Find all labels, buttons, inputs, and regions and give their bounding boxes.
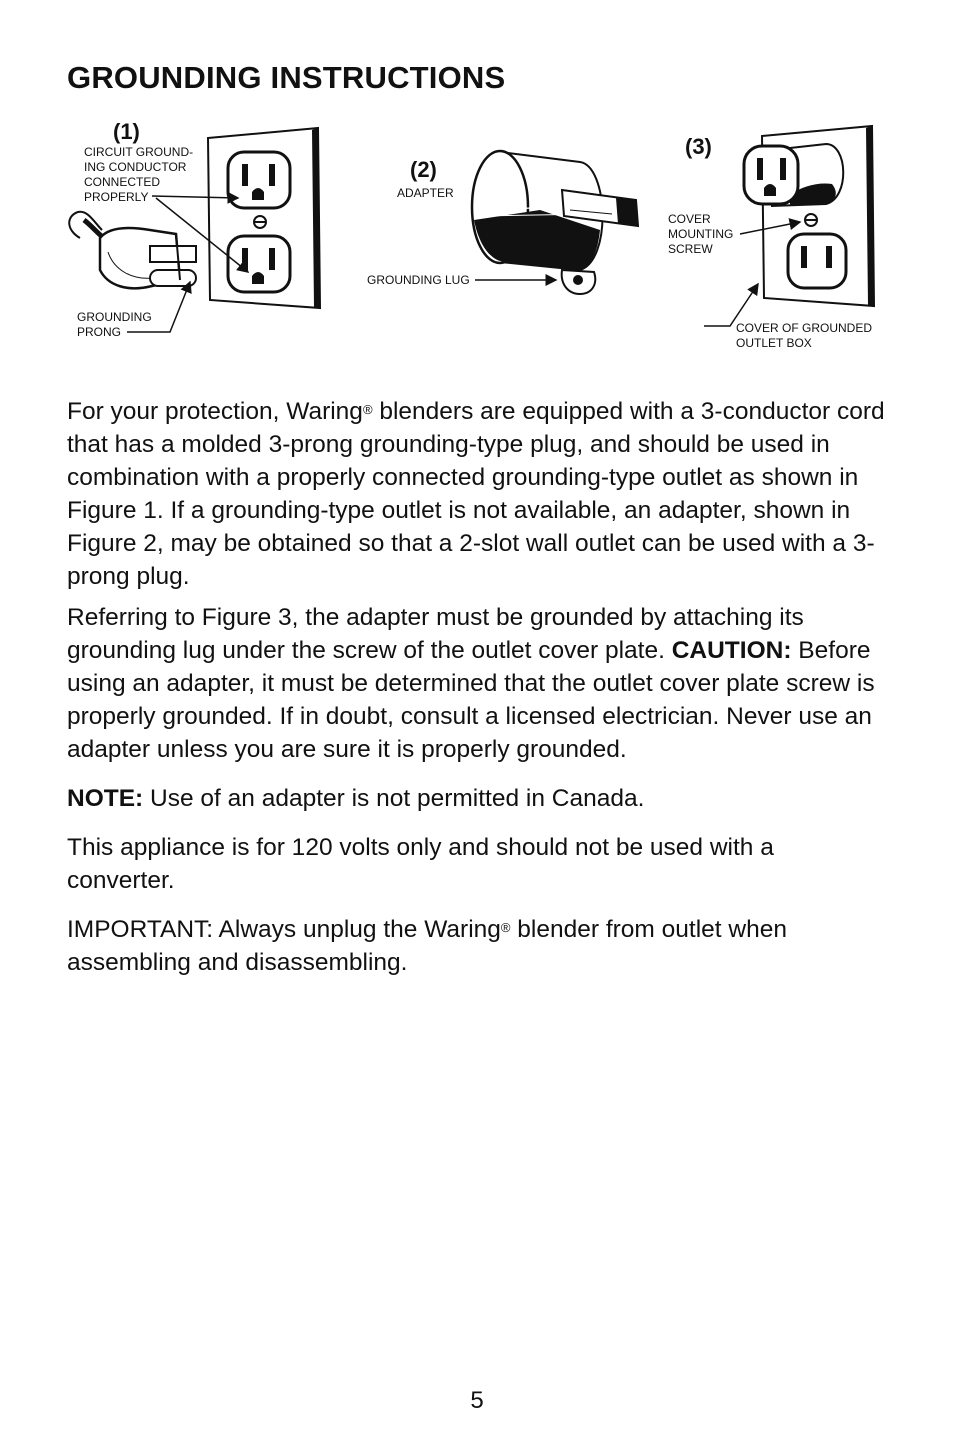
paragraph-protection: For your protection, Waring® blenders are equipped with a 3-conductor cord that has a molded 3-prong grounding-type plug, and should be used in combination with a properly connected grounding-type outlet as shown in Figure 1. If a grounding-type outlet is not available, an adapter, shown in Figure 2, may be obtained so that a 2-slot wall outlet can be used with a 3-prong plug.	[67, 398, 885, 590]
note-label: NOTE:	[67, 785, 144, 812]
figure-2	[367, 151, 638, 294]
paragraph-caution: Referring to Figure 3, the adapter must be grounded by attaching its grounding lug under the screw of the outlet cover plate. CAUTION: Before using an adapter, it must be determined that the outlet cover plate screw is properly grounded. If in doubt, consult a licensed electrician. Never use an adapter unless you are sure it is properly grounded.	[67, 604, 875, 763]
figure-2-number: (2)	[410, 157, 437, 182]
fig1-label-conductor-4: PROPERLY	[84, 190, 149, 204]
paragraph-note: NOTE: Use of an adapter is not permitted in Canada.	[67, 785, 645, 812]
figure-1-number: (1)	[113, 119, 140, 144]
grounding-figures	[0, 110, 954, 370]
fig1-label-conductor-2: ING CONDUCTOR	[84, 160, 187, 174]
fig3-label-screw-1: COVER	[668, 212, 711, 226]
figure-3-number: (3)	[685, 134, 712, 159]
paragraph-important: IMPORTANT: Always unplug the Waring® blender from outlet when assembling and disassembling.	[67, 916, 787, 976]
caution-label: CAUTION:	[671, 637, 792, 664]
fig2-label-lug: GROUNDING LUG	[367, 273, 470, 287]
figure-3	[668, 126, 874, 350]
fig3-label-screw-3: SCREW	[668, 242, 713, 256]
fig3-label-screw-2: MOUNTING	[668, 227, 734, 241]
grounding-diagram	[0, 110, 954, 370]
paragraph-voltage: This appliance is for 120 volts only and should not be used with a converter.	[67, 834, 774, 894]
page-number: 5	[470, 1387, 484, 1414]
registered-mark: ®	[500, 920, 511, 935]
figure-1	[69, 119, 320, 339]
fig3-wall-plate	[744, 126, 874, 306]
fig1-label-prong-1: GROUNDING	[77, 310, 152, 324]
page-title: GROUNDING INSTRUCTIONS	[67, 60, 506, 95]
instructions-body	[67, 395, 887, 987]
fig3-label-box-2: OUTLET BOX	[736, 336, 812, 350]
fig1-label-conductor-3: CONNECTED	[84, 175, 161, 189]
fig1-plug	[69, 212, 196, 289]
fig2-adapter	[472, 151, 638, 294]
registered-mark: ®	[362, 402, 373, 417]
fig1-label-prong-2: PRONG	[77, 325, 122, 339]
fig1-wall-plate	[208, 128, 320, 308]
fig1-label-conductor-1: CIRCUIT GROUND-	[84, 145, 194, 159]
fig3-label-box-1: COVER OF GROUNDED	[736, 321, 873, 335]
fig2-label-adapter: ADAPTER	[397, 186, 454, 200]
